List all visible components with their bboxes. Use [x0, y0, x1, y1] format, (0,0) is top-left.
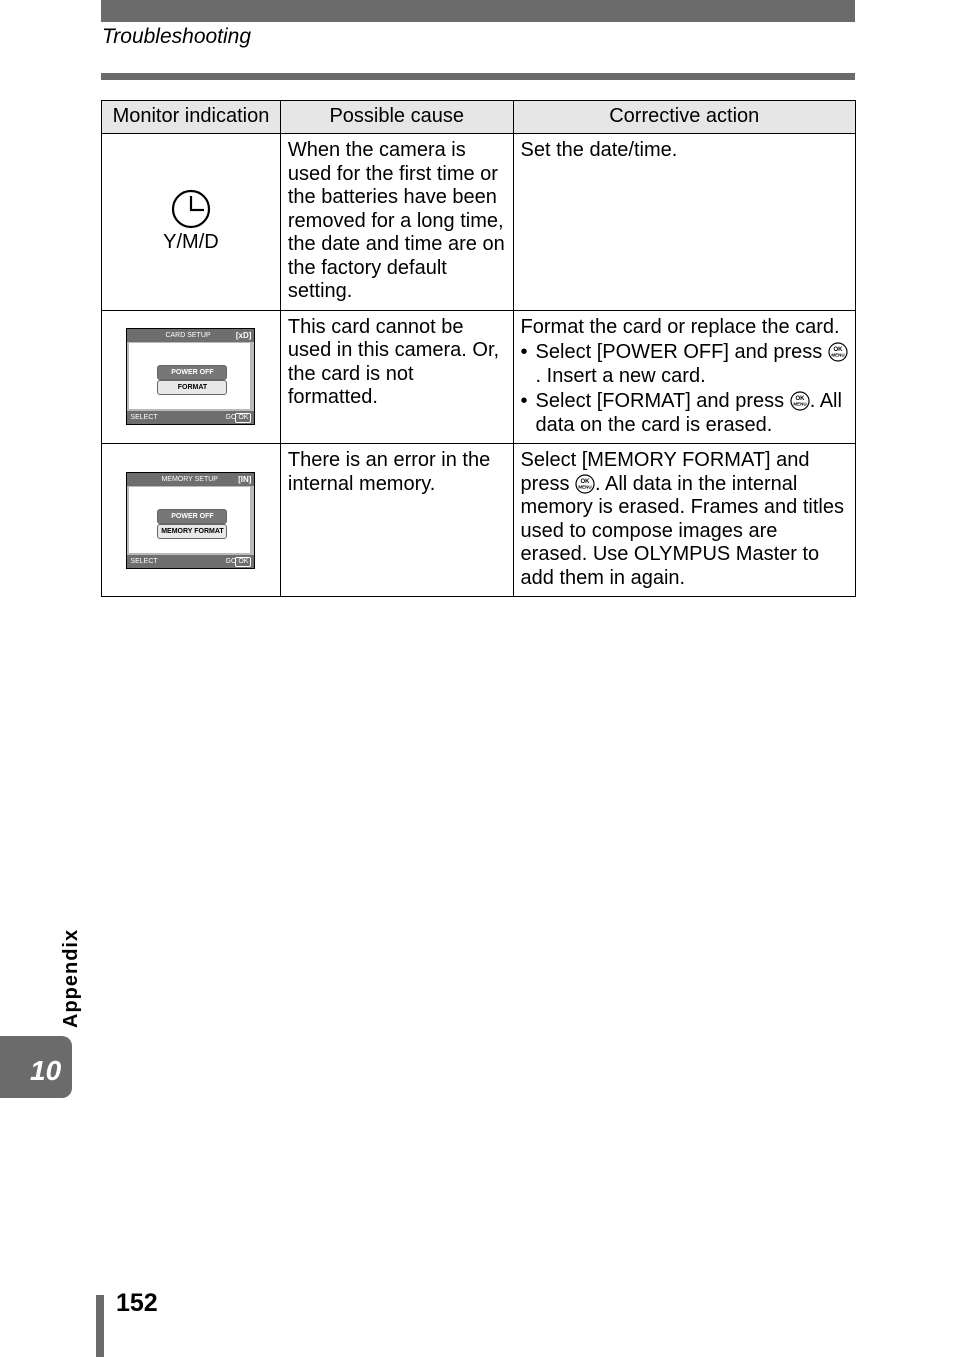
column-header: Monitor indication	[102, 101, 281, 134]
screen-footer	[127, 555, 254, 568]
action-intro: Format the card or replace the card.	[520, 315, 840, 338]
svg-text:OK: OK	[795, 396, 805, 402]
ok-menu-button-icon	[575, 474, 595, 494]
header-bar	[101, 0, 855, 22]
screen-body	[129, 487, 250, 553]
screen-title: MEMORY SETUP	[161, 475, 218, 483]
column-header: Corrective action	[513, 101, 855, 134]
svg-text:MENU: MENU	[831, 352, 845, 358]
corrective-action-cell: Select [MEMORY FORMAT] and press OK MENU . All data in the internal memory is erased. Frames and titles used to compose images are erased. Use OLYMPUS Master to add them in again.	[513, 444, 855, 597]
card-setup-screen	[126, 328, 255, 425]
menu-option-power-off: POWER OFF	[157, 509, 227, 524]
date-format-label: Y/M/D	[163, 231, 219, 253]
possible-cause-cell: When the camera is used for the first time or the batteries have been removed for a long time, the date and time are on the factory default setting.	[280, 134, 513, 311]
table-header-row	[102, 101, 856, 134]
media-indicator: [IN]	[238, 474, 252, 484]
select-hint: SELECT	[130, 557, 158, 565]
action-step: • Select [FORMAT] and press OK MENU . All data on the card is erased.	[521, 390, 848, 437]
svg-text:OK: OK	[833, 347, 843, 353]
svg-text:MENU: MENU	[793, 401, 807, 407]
column-header: Possible cause	[280, 101, 513, 134]
go-hint: GO	[225, 557, 237, 565]
screen-title: CARD SETUP	[165, 332, 211, 340]
menu-option-power-off: POWER OFF	[157, 365, 227, 380]
header-rule	[101, 73, 855, 80]
ok-menu-button-icon	[828, 342, 848, 362]
ok-menu-button-icon	[790, 391, 810, 411]
monitor-indication-cell	[102, 310, 281, 444]
table-row	[102, 310, 856, 444]
troubleshooting-table	[101, 100, 856, 597]
screen-header	[127, 329, 254, 342]
menu-option-memory-format: MEMORY FORMAT	[157, 524, 227, 539]
screen-header	[127, 473, 254, 486]
page-number-bar	[96, 1295, 104, 1357]
monitor-indication-cell	[102, 134, 281, 311]
screen-body	[129, 343, 250, 409]
svg-text:MENU: MENU	[578, 484, 592, 489]
action-steps	[521, 341, 848, 437]
select-hint: SELECT	[130, 414, 158, 422]
go-hint: GO	[225, 414, 237, 422]
clock-icon	[171, 189, 211, 229]
section-title: Troubleshooting	[102, 25, 252, 48]
ok-hint: OK	[235, 413, 251, 423]
table-row	[102, 444, 856, 597]
corrective-action-cell: Set the date/time.	[513, 134, 855, 311]
table-row	[102, 134, 856, 311]
monitor-indication-cell	[102, 444, 281, 597]
action-step: • Select [POWER OFF] and press OK MENU . Insert a new card.	[521, 341, 848, 388]
date-indicator	[163, 189, 219, 255]
possible-cause-cell: This card cannot be used in this camera. Or, the card is not formatted.	[280, 310, 513, 444]
screen-footer	[127, 411, 254, 424]
chapter-number: 10	[30, 1055, 62, 1086]
page-number: 152	[116, 1289, 158, 1317]
menu-option-format: FORMAT	[157, 380, 227, 395]
ok-hint: OK	[235, 557, 251, 567]
svg-text:OK: OK	[580, 478, 590, 485]
possible-cause-cell: There is an error in the internal memory.	[280, 444, 513, 597]
appendix-side-label: Appendix	[60, 928, 82, 1028]
memory-setup-screen	[126, 472, 255, 569]
media-indicator: [xD]	[235, 331, 252, 341]
corrective-action-cell	[513, 310, 855, 444]
